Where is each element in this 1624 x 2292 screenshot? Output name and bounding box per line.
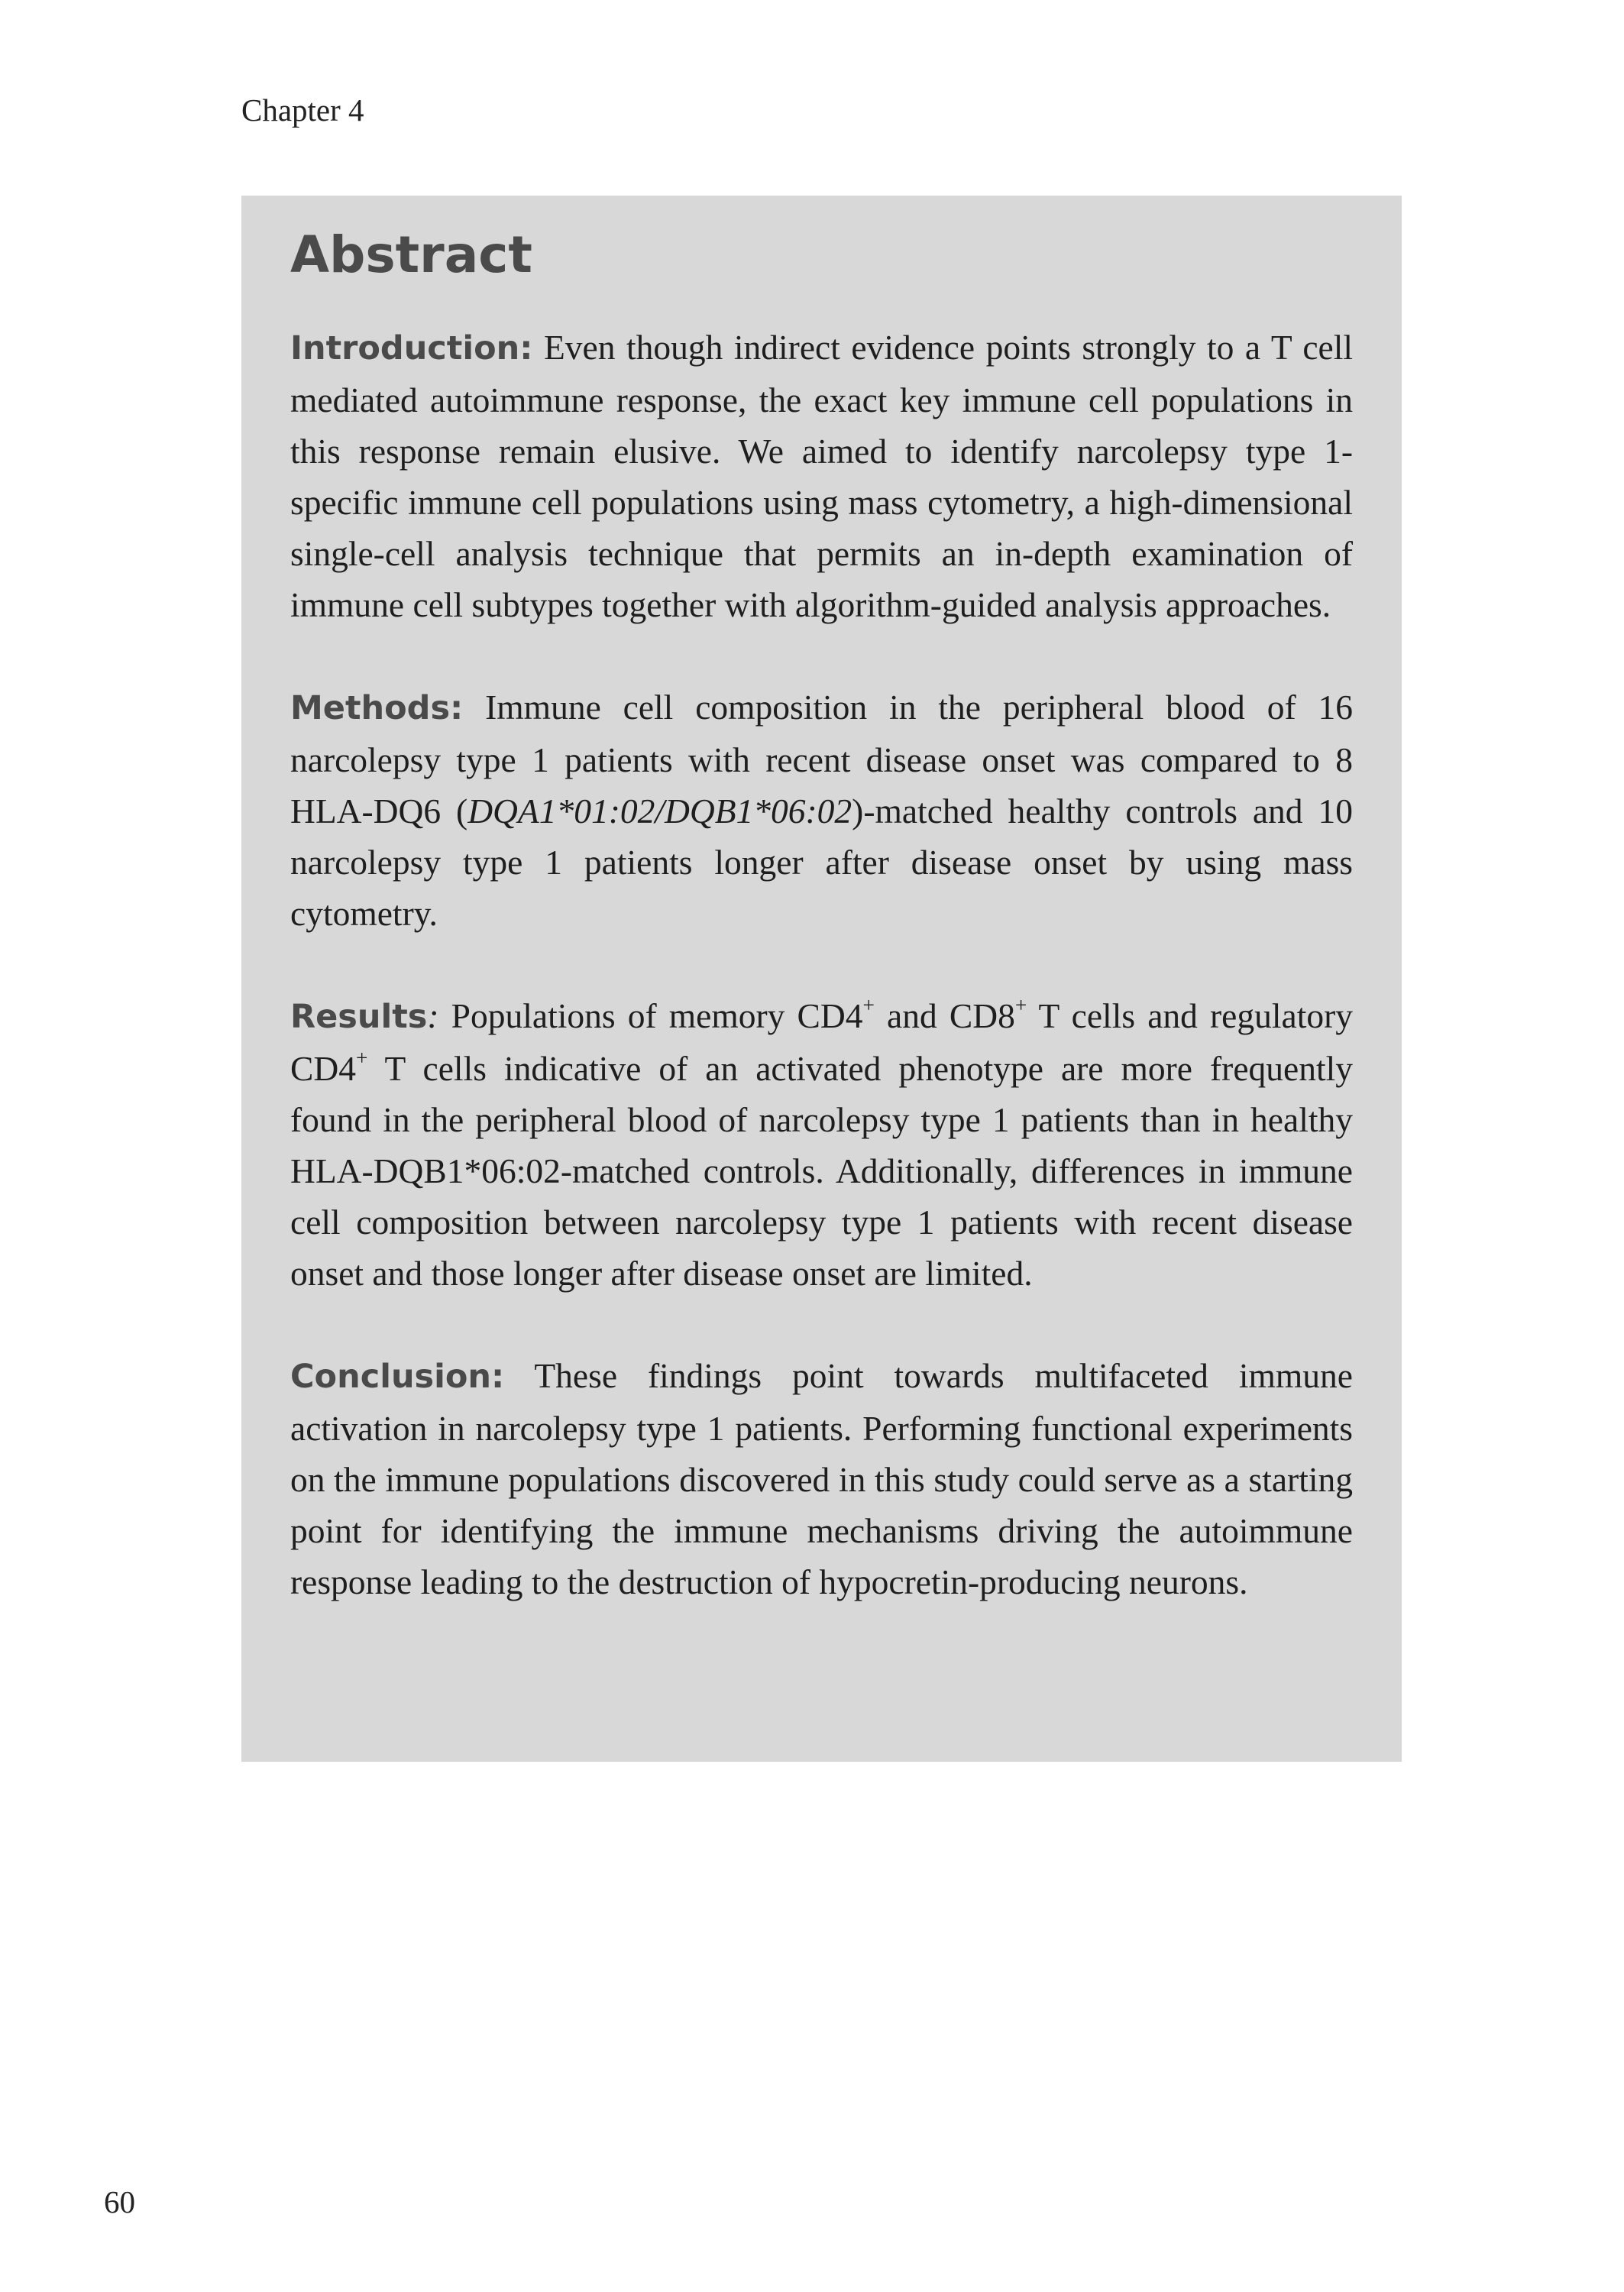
results-punct: : xyxy=(427,996,439,1036)
conclusion-text: These findings point towards multifaceted immune activation in narcolepsy type 1 patients. Performing functional experiments on the immune populations discovered in this study could serve as a starting point for identifying the immune mechanisms driving the autoimmune response leading to the destruction of hypocretin-producing neurons. xyxy=(290,1356,1353,1602)
results-text-1: Populations of memory CD4 xyxy=(438,996,863,1036)
running-head: Chapter 4 xyxy=(241,92,364,128)
results-sup-3: + xyxy=(355,1046,368,1070)
introduction-label: Introduction: xyxy=(290,329,533,368)
introduction-text: Even though indirect evidence points strongly to a T cell mediated autoimmune response, the exact key immune cell populations in this response remain elusive. We aimed to identify narcolepsy type 1-specific immune cell populations using mass cytometry, a high-dimensional single-cell analysis technique that permits an in-depth examination of immune cell subtypes together with algorithm-guided analysis approaches. xyxy=(290,328,1353,625)
methods-text-1: Immune cell composition in the peripheral blood of 16 narcolepsy type 1 patients with recent disease onset was compared to 8 HLA-DQ6 ( xyxy=(290,688,1353,831)
introduction-paragraph xyxy=(290,322,1353,630)
abstract-box xyxy=(241,196,1402,1762)
conclusion-paragraph xyxy=(290,1350,1353,1607)
methods-text-2: )-matched healthy controls and 10 narcolepsy type 1 patients longer after disease onset by using mass cytometry. xyxy=(290,792,1353,934)
conclusion-label: Conclusion: xyxy=(290,1358,505,1397)
methods-genotype: DQA1*01:02/DQB1*06:02 xyxy=(467,792,852,831)
results-text-3: T cells and regulatory CD4 xyxy=(290,996,1354,1089)
results-sup-1: + xyxy=(862,993,875,1017)
methods-label: Methods: xyxy=(290,689,464,728)
results-paragraph xyxy=(290,990,1353,1299)
results-text-2: and CD8 xyxy=(874,996,1015,1036)
abstract-title: Abstract xyxy=(290,225,532,284)
results-sup-2: + xyxy=(1014,993,1027,1017)
page-number: 60 xyxy=(104,2184,135,2219)
methods-paragraph xyxy=(290,681,1353,939)
results-text-4: T cells indicative of an activated phenotype are more frequently found in the peripheral blood of narcolepsy type 1 patients than in healthy HLA-DQB1*06:02-matched controls. Additionally, differences in immune cell composition between narcolepsy type 1 patients with recent disease onset and those longer after disease onset are limited. xyxy=(290,1049,1353,1293)
results-label: Results xyxy=(290,998,428,1037)
